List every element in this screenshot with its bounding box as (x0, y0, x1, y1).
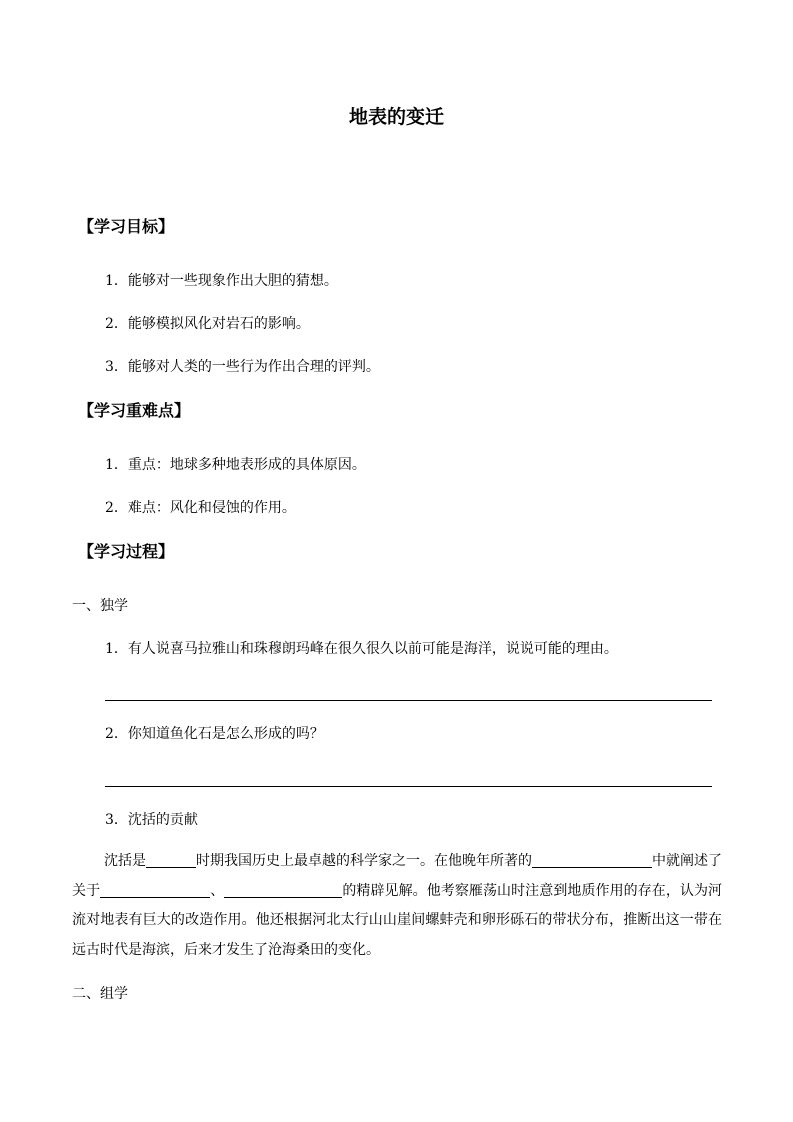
fill-blank-topic-1[interactable] (100, 881, 210, 898)
para-text-5: 的精辟见解。他考察雁荡山时注意到地质作用的存在，认为河流对地表有巨大的改造作用。他还根据河北太行山山崖间螺蚌壳和卵形砾石的带状分布，推断出这一带在远古时代是海滨，后来才发生了沧海桑田的变化。 (72, 882, 723, 958)
section-group-study: 二、组学 (72, 986, 128, 1002)
section-independent-study: 一、独学 (72, 598, 128, 614)
objective-item-3: 3．能够对人类的一些行为作出合理的评判。 (105, 359, 380, 375)
shen-kuo-paragraph (72, 847, 722, 965)
key-points-heading: 【学习重难点】 (78, 401, 191, 420)
para-text-2: 时期我国历史上最卓越的科学家之一。在他晚年所著的 (196, 853, 532, 869)
objective-item-1: 1．能够对一些现象作出大胆的猜想。 (105, 273, 338, 289)
key-point-item-1: 1．重点：地球多种地表形成的具体原因。 (105, 457, 366, 473)
process-heading: 【学习过程】 (78, 542, 175, 561)
para-text-4: 、 (210, 882, 225, 899)
page-title: 地表的变迁 (348, 106, 444, 128)
para-text-1: 沈括是 (104, 853, 146, 869)
answer-line-2[interactable] (105, 786, 712, 787)
fill-blank-book[interactable] (532, 851, 652, 868)
objective-item-2: 2．能够模拟风化对岩石的影响。 (105, 316, 310, 332)
question-3: 3．沈括的贡献 (105, 812, 198, 828)
answer-line-1[interactable] (105, 700, 712, 701)
question-2: 2．你知道鱼化石是怎么形成的吗？ (105, 726, 324, 742)
fill-blank-topic-2[interactable] (224, 881, 342, 898)
fill-blank-era[interactable] (146, 851, 196, 868)
key-point-item-2: 2．难点：风化和侵蚀的作用。 (105, 500, 296, 516)
para-text-3: 中就阐述了关于 (72, 853, 722, 899)
objectives-heading: 【学习目标】 (78, 217, 175, 236)
question-1: 1．有人说喜马拉雅山和珠穆朗玛峰在很久很久以前可能是海洋，说说可能的理由。 (105, 641, 618, 657)
